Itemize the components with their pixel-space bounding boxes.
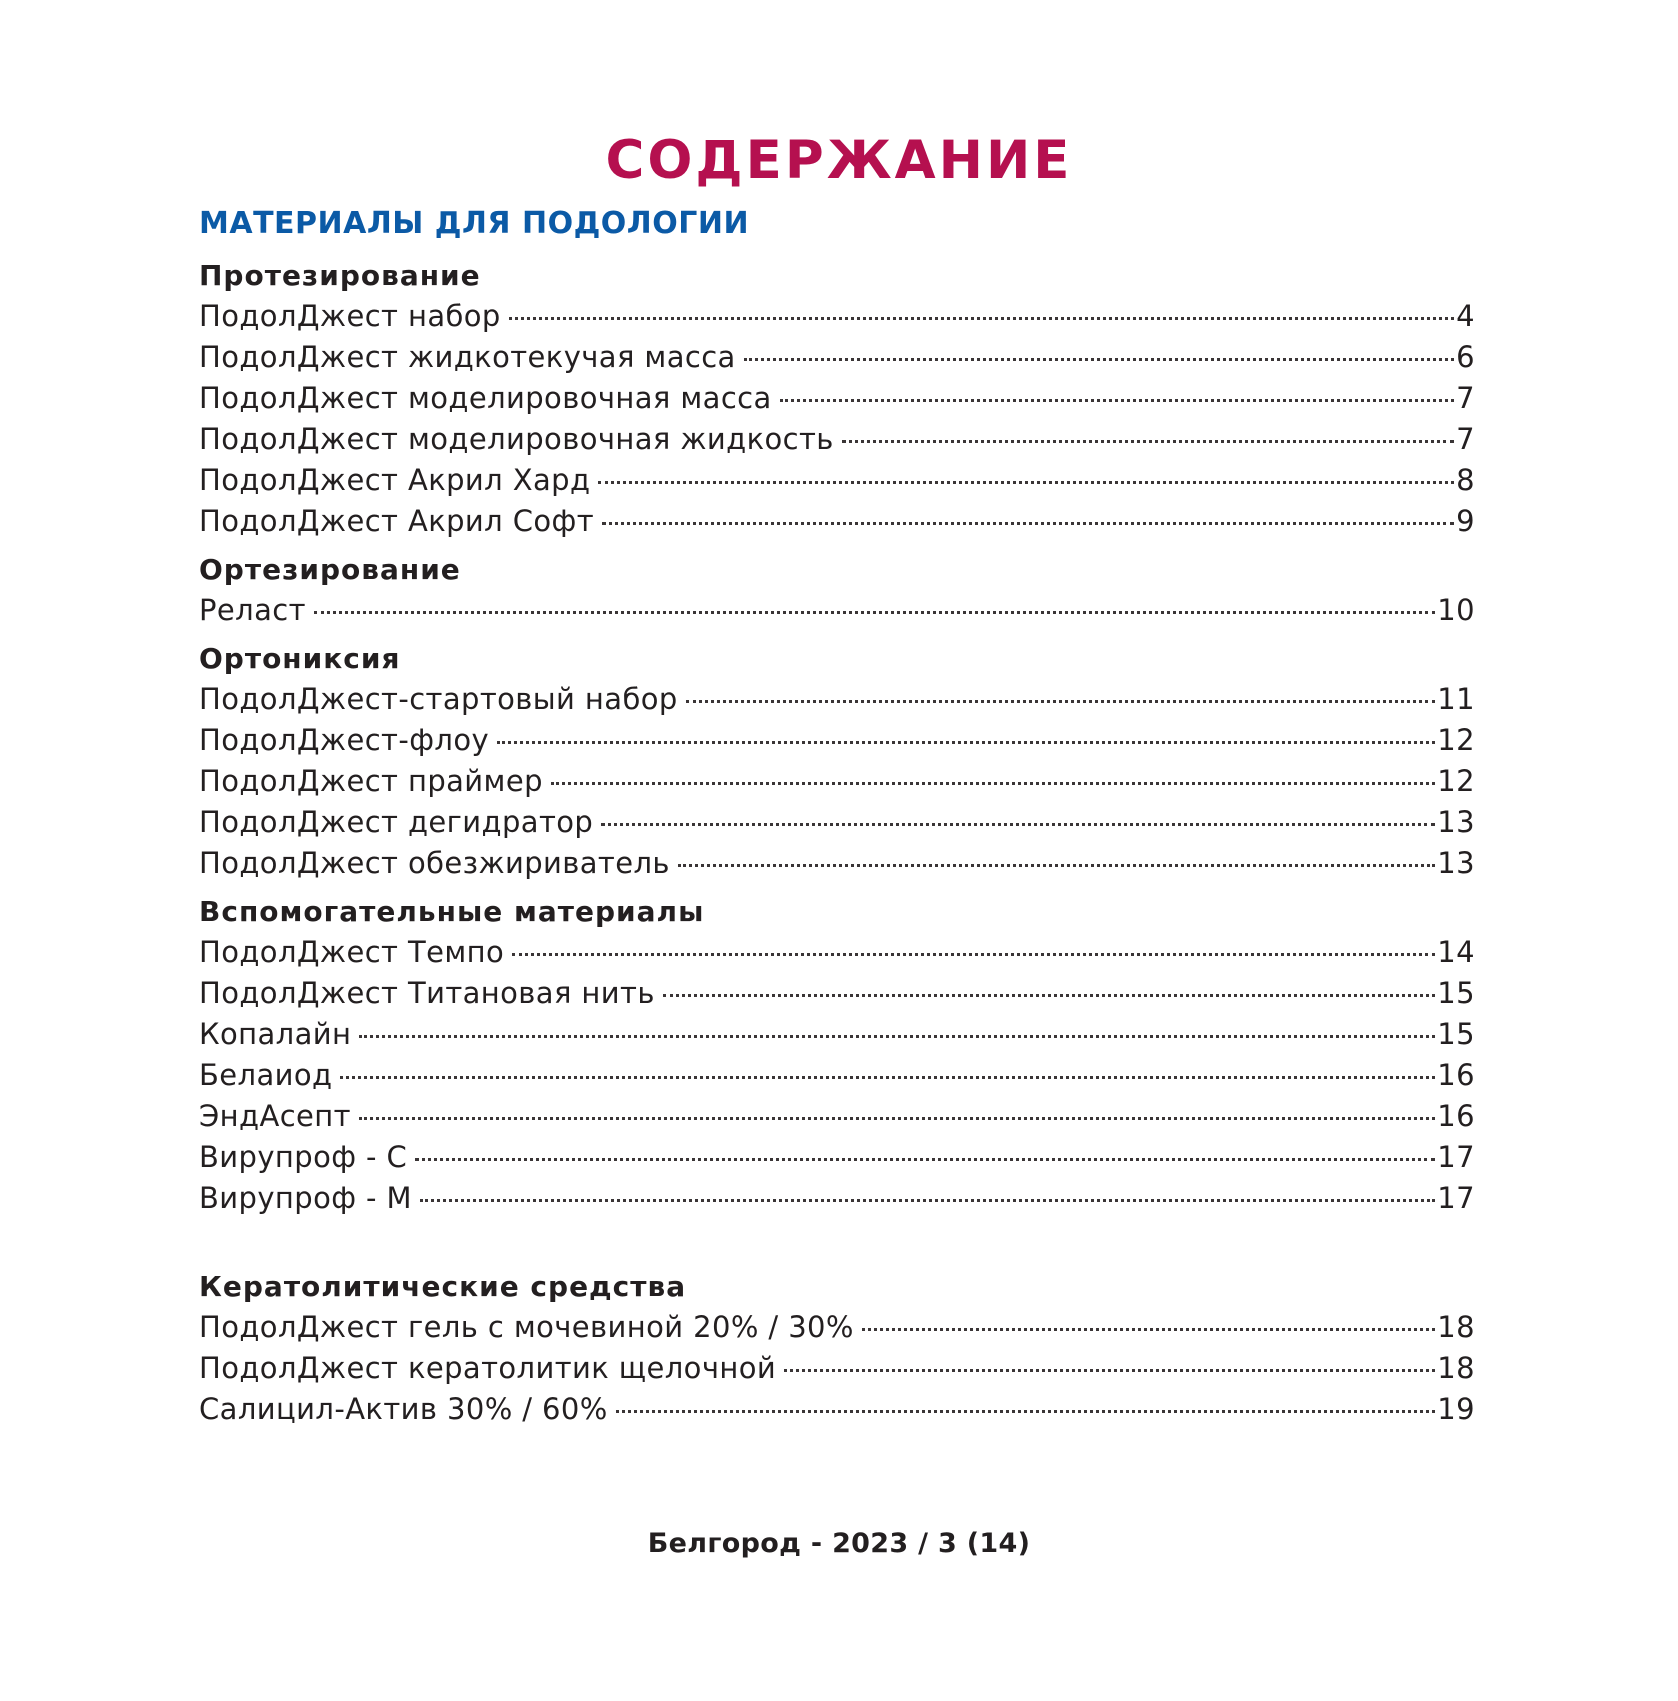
toc-entry[interactable] <box>199 679 1475 720</box>
page-number: 13 <box>1437 846 1475 880</box>
toc-entry[interactable] <box>199 460 1475 501</box>
page-number: 8 <box>1456 463 1475 497</box>
toc-entry[interactable] <box>199 973 1475 1014</box>
dot-leader <box>415 1158 1435 1161</box>
table-of-contents <box>199 200 1475 1430</box>
toc-entry[interactable] <box>199 296 1475 337</box>
page-number: 15 <box>1437 976 1475 1010</box>
entry-label: ПодолДжест моделировочная масса <box>199 381 772 415</box>
toc-entry[interactable] <box>199 590 1475 631</box>
entry-label: Реласт <box>199 593 306 627</box>
entry-label: ПодолДжест моделировочная жидкость <box>199 422 834 456</box>
page-number: 7 <box>1456 422 1475 456</box>
dot-leader <box>842 440 1454 443</box>
page-number: 4 <box>1456 299 1475 333</box>
page-number: 14 <box>1437 935 1475 969</box>
dot-leader <box>359 1117 1435 1120</box>
toc-entry[interactable] <box>199 761 1475 802</box>
page-number: 10 <box>1437 593 1475 627</box>
page-number: 16 <box>1437 1058 1475 1092</box>
toc-entry[interactable] <box>199 378 1475 419</box>
entry-label: Копалайн <box>199 1017 352 1051</box>
toc-entry[interactable] <box>199 1096 1475 1137</box>
group-title: Ортезирование <box>199 553 461 586</box>
entry-label: ПодолДжест жидкотекучая масса <box>199 340 736 374</box>
page-number: 6 <box>1456 340 1475 374</box>
entry-label: ЭндАсепт <box>199 1099 351 1133</box>
dot-leader <box>359 1035 1435 1038</box>
page-number: 17 <box>1437 1181 1475 1215</box>
group-title: Ортониксия <box>199 642 401 675</box>
dot-leader <box>663 994 1435 997</box>
toc-entry[interactable] <box>199 501 1475 542</box>
toc-entry[interactable] <box>199 1307 1475 1348</box>
page-number: 19 <box>1437 1392 1475 1426</box>
dot-leader <box>862 1328 1435 1331</box>
toc-entry[interactable] <box>199 1178 1475 1219</box>
entry-label: ПодолДжест-стартовый набор <box>199 682 678 716</box>
entry-label: Салицил-Актив 30% / 60% <box>199 1392 608 1426</box>
toc-entry[interactable] <box>199 419 1475 460</box>
dot-leader <box>497 741 1435 744</box>
toc-group-auxiliary <box>199 892 1475 1219</box>
page-number: 18 <box>1437 1351 1475 1385</box>
dot-leader <box>602 522 1454 525</box>
toc-entry[interactable] <box>199 720 1475 761</box>
dot-leader <box>314 611 1435 614</box>
entry-label: Белаиод <box>199 1058 333 1092</box>
dot-leader <box>744 358 1454 361</box>
dot-leader <box>784 1369 1435 1372</box>
dot-leader <box>509 317 1454 320</box>
entry-label: ПодолДжест кератолитик щелочной <box>199 1351 777 1385</box>
entry-label: ПодолДжест обезжириватель <box>199 846 670 880</box>
dot-leader <box>340 1076 1435 1079</box>
toc-entry[interactable] <box>199 1348 1475 1389</box>
dot-leader <box>616 1410 1436 1413</box>
footer-issue-info: Белгород - 2023 / 3 (14) <box>647 1528 1031 1559</box>
dot-leader <box>686 700 1436 703</box>
dot-leader <box>780 399 1454 402</box>
toc-entry[interactable] <box>199 1014 1475 1055</box>
page-number: 12 <box>1437 723 1475 757</box>
toc-entry[interactable] <box>199 337 1475 378</box>
group-title: Вспомогательные материалы <box>199 895 705 928</box>
section-heading: МАТЕРИАЛЫ ДЛЯ ПОДОЛОГИИ <box>199 206 750 241</box>
page-number: 15 <box>1437 1017 1475 1051</box>
entry-label: Вирупроф - С <box>199 1140 408 1174</box>
entry-label: ПодолДжест Акрил Софт <box>199 504 595 538</box>
page-number: 18 <box>1437 1310 1475 1344</box>
page-number: 17 <box>1437 1140 1475 1174</box>
entry-label: ПодолДжест Темпо <box>199 935 505 969</box>
toc-entry[interactable] <box>199 1055 1475 1096</box>
toc-entry[interactable] <box>199 802 1475 843</box>
toc-entry[interactable] <box>199 843 1475 884</box>
page-number: 7 <box>1456 381 1475 415</box>
entry-label: ПодолДжест Акрил Хард <box>199 463 591 497</box>
page-number: 12 <box>1437 764 1475 798</box>
dot-leader <box>420 1199 1435 1202</box>
page-number: 13 <box>1437 805 1475 839</box>
toc-group-orthotics <box>199 550 1475 631</box>
toc-group-prosthetics <box>199 256 1475 542</box>
entry-label: ПодолДжест-флоу <box>199 723 490 757</box>
dot-leader <box>601 823 1435 826</box>
page-number: 9 <box>1456 504 1475 538</box>
page-title: СОДЕРЖАНИЕ <box>605 130 1073 191</box>
page-number: 11 <box>1437 682 1475 716</box>
entry-label: Вирупроф - М <box>199 1181 412 1215</box>
entry-label: ПодолДжест дегидратор <box>199 805 594 839</box>
entry-label: ПодолДжест праймер <box>199 764 543 798</box>
toc-entry[interactable] <box>199 1137 1475 1178</box>
entry-label: ПодолДжест набор <box>199 299 501 333</box>
dot-leader <box>598 481 1454 484</box>
toc-entry[interactable] <box>199 932 1475 973</box>
dot-leader <box>512 953 1435 956</box>
page-number: 16 <box>1437 1099 1475 1133</box>
dot-leader <box>551 782 1435 785</box>
entry-label: ПодолДжест Титановая нить <box>199 976 655 1010</box>
group-title: Протезирование <box>199 259 481 292</box>
dot-leader <box>678 864 1435 867</box>
entry-label: ПодолДжест гель с мочевиной 20% / 30% <box>199 1310 854 1344</box>
toc-group-keratolytics <box>199 1267 1475 1430</box>
toc-entry[interactable] <box>199 1389 1475 1430</box>
group-title: Кератолитические средства <box>199 1270 687 1303</box>
toc-group-orthonyxia <box>199 639 1475 884</box>
